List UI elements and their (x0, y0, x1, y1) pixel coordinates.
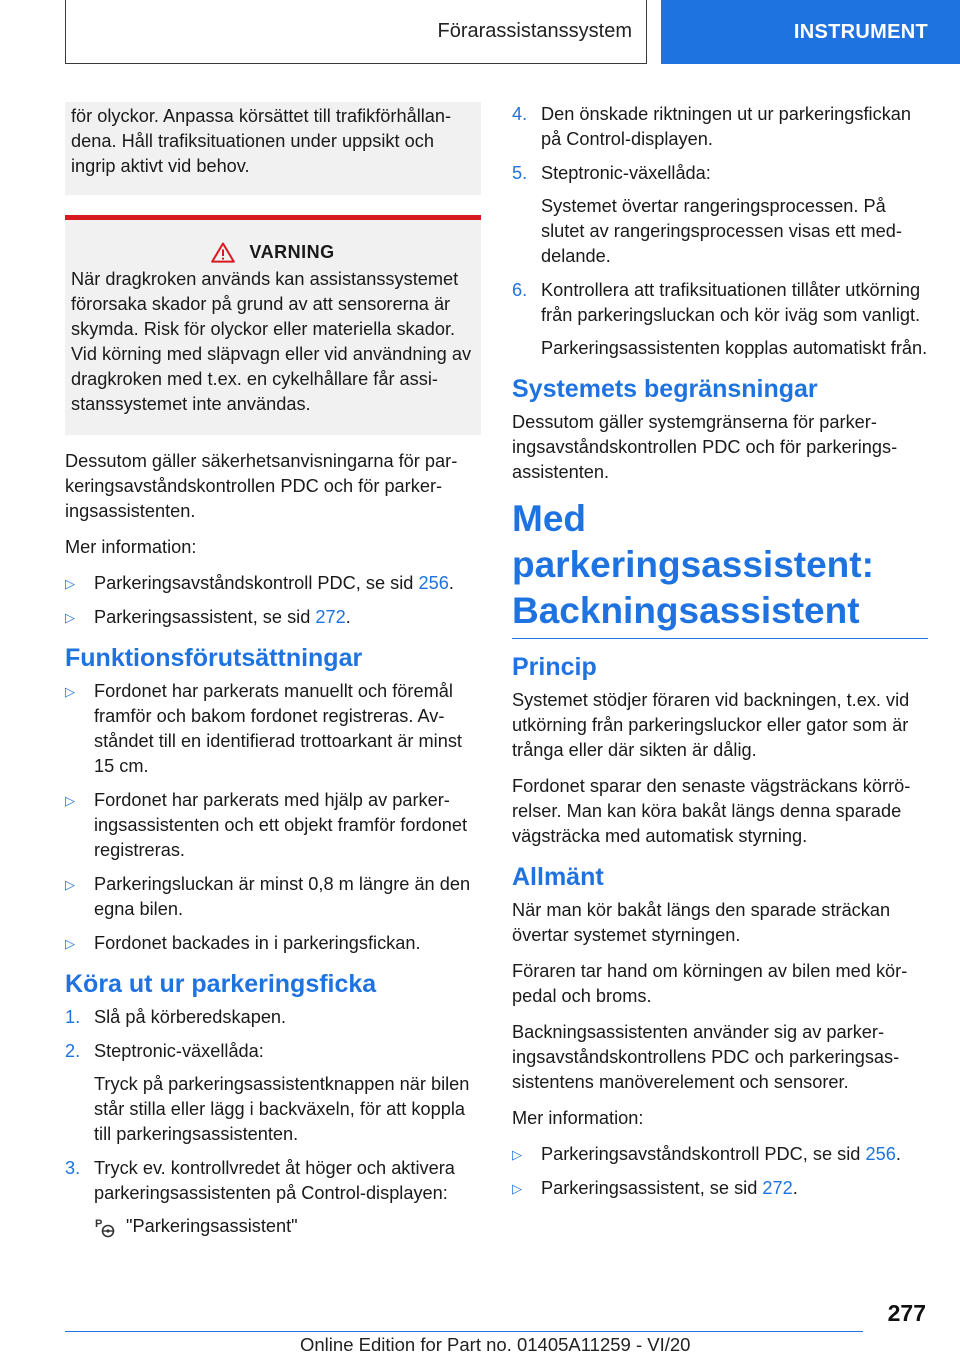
warning-text: När dragkroken används kan assistanssystemet förorsaka skador på grund av att sensorerna är skymda. Risk för olyckor eller materiella skador. Vid körning med släpvagn eller vid användning av dragkroken med t.ex. en cykelhållare får assistanssystemet inte användas. (71, 269, 472, 414)
triangle-bullet-icon: ▷ (65, 576, 75, 591)
footer-rule (65, 1331, 863, 1332)
step-number: 3. (65, 1158, 81, 1178)
triangle-bullet-icon: ▷ (65, 877, 75, 892)
note-box-text: för olyckor. Anpassa körsättet till trafikförhållandena. Håll trafiksituationen under uppsikt och ingrip aktivt vid behov. (71, 106, 452, 176)
principle-paragraph-2: Fordonet sparar den senaste vägsträckans körrörelser. Man kan köra bakåt längs denna sparade vägsträcka med automatisk styrning. (512, 776, 911, 846)
parking-assistant-icon (94, 1216, 116, 1238)
triangle-bullet-icon: ▷ (65, 684, 75, 699)
page-link-272[interactable]: 272 (762, 1178, 793, 1198)
triangle-bullet-icon: ▷ (65, 610, 75, 625)
step-number: 2. (65, 1041, 81, 1061)
page-number: 277 (887, 1300, 926, 1326)
requirements-list (65, 679, 481, 956)
step-item: 1. Slå på körberedskapen. (65, 1005, 481, 1030)
list-item: ▷ Fordonet backades in i parkeringsfickan. (65, 931, 481, 956)
triangle-bullet-icon: ▷ (65, 936, 75, 951)
list-item: ▷ Fordonet har parkerats med hjälp av parkeringsassistenten och ett objekt framför fordonet registreras. (65, 788, 481, 863)
header-chapter-tab (661, 0, 960, 64)
general-paragraph-3: Backningsassistenten använder sig av parkeringsavståndskontrollens PDC och parkeringsassistentens manöverelement och sensorer. (512, 1022, 900, 1092)
heading-reversing-assistant: Med parkeringsassistent: Backningsassistent (512, 498, 874, 631)
step-number: 4. (512, 104, 528, 124)
principle-paragraph-1: Systemet stödjer föraren vid backningen, t.ex. vid utkörning från parkeringsluckor eller gator som är trånga eller där sikten är dålig. (512, 690, 910, 760)
list-item: ▷ Parkeringsluckan är minst 0,8 m längre än den egna bilen. (65, 872, 481, 922)
list-item: ▷ Parkeringsassistent, se sid 272. (512, 1176, 928, 1201)
heading-drive-out: Köra ut ur parkeringsficka (65, 970, 377, 998)
general-paragraph-2: Föraren tar hand om körningen av bilen med körpedal och broms. (512, 961, 908, 1006)
more-info-label: Mer information: (65, 537, 197, 557)
warning-header (71, 242, 475, 263)
heading-general: Allmänt (512, 863, 604, 891)
triangle-bullet-icon: ▷ (512, 1147, 522, 1162)
triangle-bullet-icon: ▷ (65, 793, 75, 808)
left-column (65, 102, 481, 1248)
heading-system-limits: Systemets begränsningar (512, 375, 818, 403)
step-item: 2. Steptronic-växellåda: Tryck på parkeringsassistentknappen när bilen står stilla eller lägg i backväxeln, för att koppla till parkeringsassistenten. (65, 1039, 481, 1147)
header-section-box (65, 0, 647, 64)
drive-out-steps-continued (512, 102, 928, 361)
page-link-272[interactable]: 272 (315, 607, 346, 627)
list-item: ▷ Parkeringsavståndskontroll PDC, se sid 256. (512, 1142, 928, 1167)
limits-paragraph: Dessutom gäller systemgränserna för parkeringsavståndskontrollen PDC och för parkeringsassistenten. (512, 412, 898, 482)
step-number: 5. (512, 163, 528, 183)
warning-title: VARNING (249, 242, 335, 262)
drive-out-steps (65, 1005, 481, 1239)
safety-paragraph: Dessutom gäller säkerhetsanvisningarna för parkeringsavståndskontrollen PDC och för parkeringsassistenten. (65, 451, 458, 521)
list-item: ▷ Parkeringsassistent, se sid 272. (65, 605, 481, 630)
more-info-list (65, 571, 481, 630)
heading-functional-requirements: Funktionsförutsättningar (65, 644, 363, 672)
page-link-256[interactable]: 256 (418, 573, 449, 593)
header-section-title: Förarassistanssystem (437, 20, 632, 42)
heading-rule (512, 638, 928, 639)
triangle-bullet-icon: ▷ (512, 1181, 522, 1196)
step-number: 6. (512, 280, 528, 300)
step-item: 5. Steptronic-växellåda: Systemet övertar rangeringsprocessen. På slutet av rangeringsprocessen visas ett meddelande. (512, 161, 928, 269)
right-column (512, 102, 928, 1210)
more-info-list (512, 1142, 928, 1201)
page-link-256[interactable]: 256 (865, 1144, 896, 1164)
note-box (65, 102, 481, 195)
step-item: 6. Kontrollera att trafiksituationen tillåter utkörning från parkeringsluckan och kör iväg som vanligt. Parkeringsassistenten kopplas automatiskt från. (512, 278, 928, 361)
warning-triangle-icon (211, 242, 235, 263)
footer-edition: Online Edition for Part no. 01405A11259 - VI/20 (300, 1334, 691, 1355)
step-number: 1. (65, 1007, 81, 1027)
step-item: 3. Tryck ev. kontrollvredet åt höger och aktivera parkeringsassistenten på Control-displayen: P "Parkeringsassistent" (65, 1156, 481, 1239)
warning-box (65, 215, 481, 435)
list-item: ▷ Parkeringsavståndskontroll PDC, se sid 256. (65, 571, 481, 596)
step-item: 4. Den önskade riktningen ut ur parkeringsfickan på Control-displayen. (512, 102, 928, 152)
heading-principle: Princip (512, 653, 597, 681)
general-paragraph-1: När man kör bakåt längs den sparade sträckan övertar systemet styrningen. (512, 900, 891, 945)
svg-text:P: P (95, 1217, 103, 1230)
header-chapter-title: INSTRUMENT (793, 20, 928, 43)
list-item: ▷ Fordonet har parkerats manuellt och föremål framför och bakom fordonet registreras. Avståndet till en identifierad trottoarkant är minst 15 cm. (65, 679, 481, 779)
more-info-label: Mer information: (512, 1108, 644, 1128)
